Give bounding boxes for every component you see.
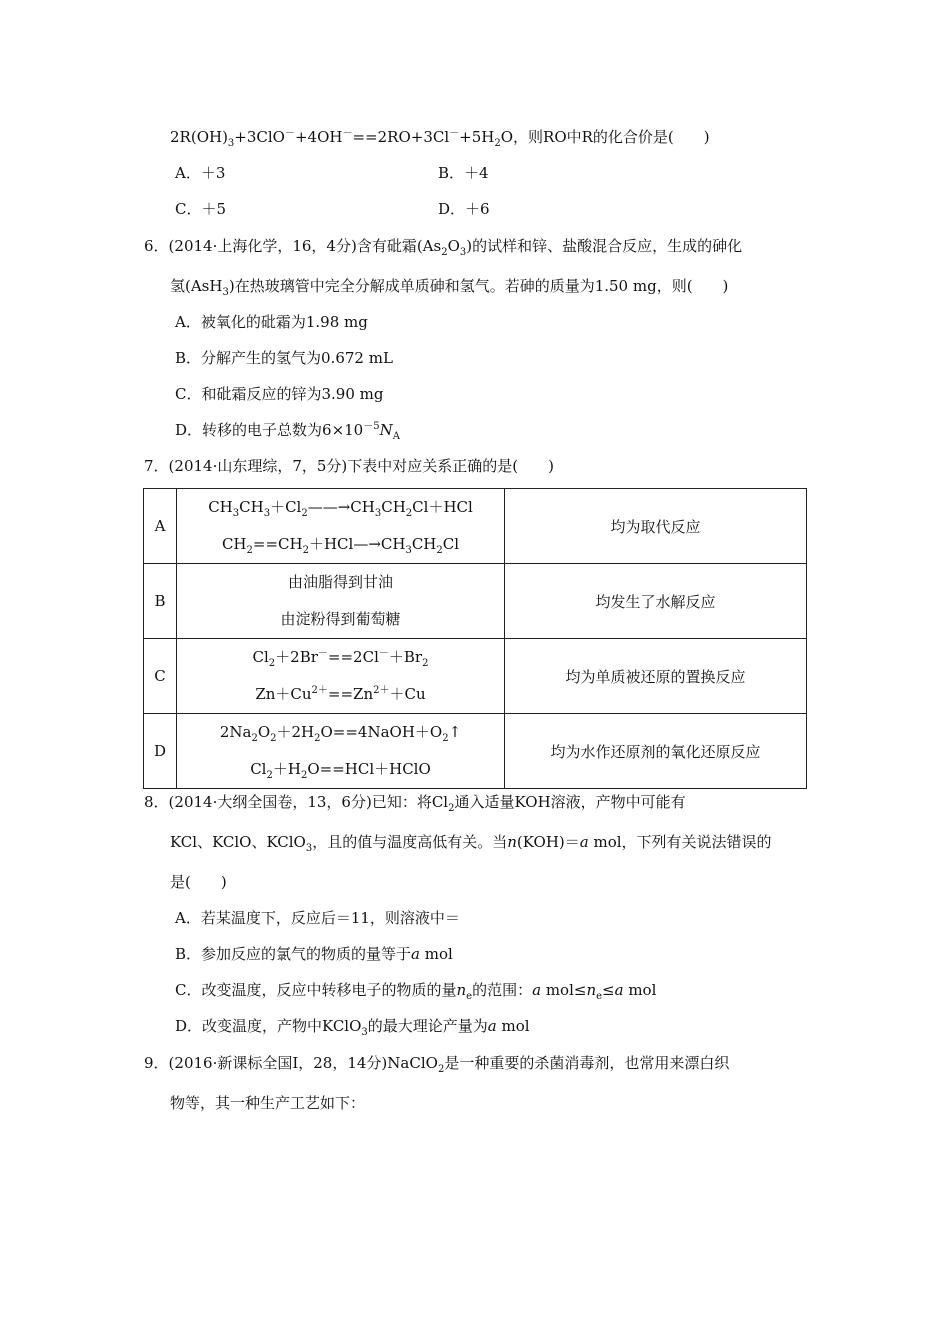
eq-text: ==Zn — [327, 685, 374, 703]
q8-text: B．参加反应的氯气的物质的量等于 — [175, 945, 412, 963]
equation — [177, 526, 504, 563]
q8-var: n — [456, 981, 467, 999]
q8-text: ，且的值与温度高低有关。当 — [312, 833, 508, 851]
eq-text: ＋Cl — [270, 498, 302, 516]
eq-text: Cl＋HCl — [412, 498, 473, 516]
sup: － — [378, 648, 389, 659]
q5-eq-part: +5H — [459, 128, 495, 146]
table-row — [144, 489, 807, 564]
row-equations — [177, 564, 505, 639]
sup: － — [449, 128, 460, 139]
q8-option-d — [175, 1016, 530, 1036]
q8-var: a — [411, 945, 420, 963]
sub: 2 — [270, 733, 277, 744]
q8-var: a — [487, 1017, 497, 1035]
eq-text: ——→CH — [307, 498, 375, 516]
table-row — [144, 564, 807, 639]
q6-option-a: A．被氧化的砒霜为1.98 mg — [175, 313, 368, 331]
q6-text: )在热玻璃管中完全分解成单质砷和氢气。若砷的质量为1.50 mg，则( ) — [228, 277, 729, 295]
q6-text: N — [379, 421, 393, 439]
eq-text: Cl — [442, 535, 460, 553]
sub: 3 — [227, 138, 235, 149]
q7-stem: 7．(2014·山东理综，7，5分)下表中对应关系正确的是( ) — [144, 457, 554, 475]
eq-text: CH — [381, 498, 406, 516]
q5-eq-part: O，则RO中R的化合价是( ) — [500, 128, 710, 146]
q8-var: a — [614, 981, 624, 999]
sub: 2 — [441, 247, 448, 258]
row-label: A — [144, 489, 177, 564]
eq-text: ＋HCl—→CH — [308, 535, 406, 553]
q8-text: mol — [496, 1017, 530, 1035]
eq-text: ＋2H — [276, 723, 315, 741]
sub: 2 — [301, 508, 308, 519]
q9-text: 9．(2016·新课标全国Ⅰ，28，14分)NaClO — [144, 1054, 438, 1072]
q8-stem-line2 — [170, 832, 772, 852]
sub: 3 — [361, 1027, 368, 1038]
q8-stem-line1 — [144, 792, 686, 812]
eq-text: Cl — [252, 648, 269, 666]
sub: 2 — [302, 545, 309, 556]
sub: e — [596, 991, 603, 1002]
sub: 2 — [442, 733, 449, 744]
eq-text: O==HCl＋HClO — [307, 760, 431, 778]
q6-option-b: B．分解产生的氢气为0.672 mL — [175, 349, 393, 367]
q8-text: mol，下列有关说法错误的 — [588, 833, 772, 851]
q9-stem-line2: 物等，其一种生产工艺如下： — [170, 1094, 366, 1112]
row-equations — [177, 489, 505, 564]
row-label: B — [144, 564, 177, 639]
sub: 2 — [251, 733, 258, 744]
sub: 3 — [232, 508, 240, 519]
q8-stem-line3: 是( ) — [170, 873, 227, 891]
sub: 3 — [263, 508, 271, 519]
sub: 2 — [314, 733, 321, 744]
q6-text: O — [447, 237, 460, 255]
q5-eq-part: +4OH — [294, 128, 343, 146]
eq-text: ＋H — [272, 760, 301, 778]
table-row — [144, 639, 807, 714]
equation — [177, 751, 504, 788]
sup: － — [342, 128, 353, 139]
q5-option-a: A．＋3 — [175, 164, 226, 182]
equation: 由油脂得到甘油 — [287, 573, 393, 591]
eq-text: O==4NaOH＋O — [320, 723, 443, 741]
q8-text: 通入适量KOH溶液，产物中可能有 — [454, 793, 686, 811]
q6-stem-line2 — [170, 276, 728, 296]
eq-text: CH — [239, 498, 264, 516]
eq-text: ＋2Br — [275, 648, 318, 666]
row-equations — [177, 714, 505, 789]
q9-stem-line1 — [144, 1053, 729, 1073]
sub: 2 — [266, 770, 273, 781]
q5-eq-part: 2R(OH) — [170, 128, 228, 146]
sub: A — [392, 431, 400, 442]
q8-var: a — [532, 981, 542, 999]
sub: e — [466, 991, 473, 1002]
q9-text: 是一种重要的杀菌消毒剂，也常用来漂白织 — [444, 1054, 730, 1072]
q8-text: (KOH)＝ — [516, 833, 580, 851]
sub: 3 — [405, 545, 412, 556]
equation — [177, 676, 504, 713]
q8-var: n — [586, 981, 597, 999]
q8-option-c — [175, 980, 656, 1000]
sub: 2 — [436, 545, 443, 556]
q8-text: 的最大理论产量为 — [367, 1017, 488, 1035]
eq-text: ==CH — [252, 535, 303, 553]
row-description: 均发生了水解反应 — [505, 564, 807, 639]
sub: 2 — [437, 1064, 445, 1075]
q8-text: ≤ — [602, 981, 615, 999]
equation: 由淀粉得到葡萄糖 — [280, 610, 401, 628]
q8-text: mol — [419, 945, 453, 963]
q6-text: 氢(AsH — [170, 277, 223, 295]
eq-text: Cl — [250, 760, 267, 778]
eq-text: ＋Cu — [389, 685, 426, 703]
sup: － — [317, 648, 328, 659]
sup: －5 — [363, 421, 380, 432]
q5-option-c: C．＋5 — [175, 200, 227, 218]
q6-text: D．转移的电子总数为6×10 — [175, 421, 364, 439]
eq-text: ＋Br — [388, 648, 423, 666]
q5-option-d: D．＋6 — [438, 200, 490, 218]
row-label: D — [144, 714, 177, 789]
sup: 2＋ — [373, 685, 390, 696]
q8-option-a: A．若某温度下，反应后＝11，则溶液中＝ — [175, 909, 460, 927]
sub: 2 — [494, 138, 501, 149]
eq-text: 2Na — [219, 723, 252, 741]
eq-text: CH — [221, 535, 247, 553]
eq-text: CH — [208, 498, 233, 516]
q6-text: )的试样和锌、盐酸混合反应，生成的砷化 — [466, 237, 743, 255]
sup: － — [284, 128, 295, 139]
q8-var: n — [507, 833, 517, 851]
row-description: 均为水作还原剂的氧化还原反应 — [505, 714, 807, 789]
row-description: 均为单质被还原的置换反应 — [505, 639, 807, 714]
eq-text: ==2Cl — [327, 648, 379, 666]
eq-text: O — [257, 723, 271, 741]
sub: 3 — [459, 247, 467, 258]
q8-text: C．改变温度，反应中转移电子的物质的量 — [175, 981, 457, 999]
q8-var: a — [579, 833, 589, 851]
row-equations — [177, 639, 505, 714]
eq-text: Zn＋Cu — [255, 685, 312, 703]
q5-option-b: B．＋4 — [438, 164, 489, 182]
q8-text: KCl、KClO、KClO — [170, 833, 306, 851]
q6-option-d — [175, 420, 400, 440]
row-label: C — [144, 639, 177, 714]
sub: 2 — [448, 803, 455, 814]
sub: 3 — [222, 287, 229, 298]
q8-text: 的范围： — [472, 981, 533, 999]
eq-text: ↑ — [448, 723, 462, 741]
table-row — [144, 714, 807, 789]
eq-text: CH — [411, 535, 437, 553]
q6-option-c: C．和砒霜反应的锌为3.90 mg — [175, 385, 384, 403]
q5-equation-line — [170, 127, 710, 147]
sub: 2 — [405, 508, 413, 519]
equation — [177, 714, 504, 751]
sup: 2＋ — [311, 685, 328, 696]
q8-text: mol — [623, 981, 657, 999]
q8-text: D．改变温度，产物中KClO — [175, 1017, 362, 1035]
sub: 2 — [268, 658, 276, 669]
sub: 3 — [374, 508, 382, 519]
equation — [177, 639, 504, 676]
q8-option-b — [175, 944, 453, 964]
q5-eq-part: ==2RO+3Cl — [352, 128, 450, 146]
q6-text: 6．(2014·上海化学，16，4分)含有砒霜(As — [144, 237, 442, 255]
sub: 2 — [300, 770, 308, 781]
equation — [177, 489, 504, 526]
q6-stem-line1 — [144, 236, 742, 256]
q8-text: mol≤ — [541, 981, 587, 999]
sub: 2 — [422, 658, 429, 669]
sub: 3 — [305, 843, 313, 854]
q5-eq-part: +3ClO — [234, 128, 285, 146]
q7-table — [143, 488, 807, 789]
row-description: 均为取代反应 — [505, 489, 807, 564]
q8-text: 8．(2014·大纲全国卷，13，6分)已知：将Cl — [144, 793, 449, 811]
sub: 2 — [246, 545, 253, 556]
